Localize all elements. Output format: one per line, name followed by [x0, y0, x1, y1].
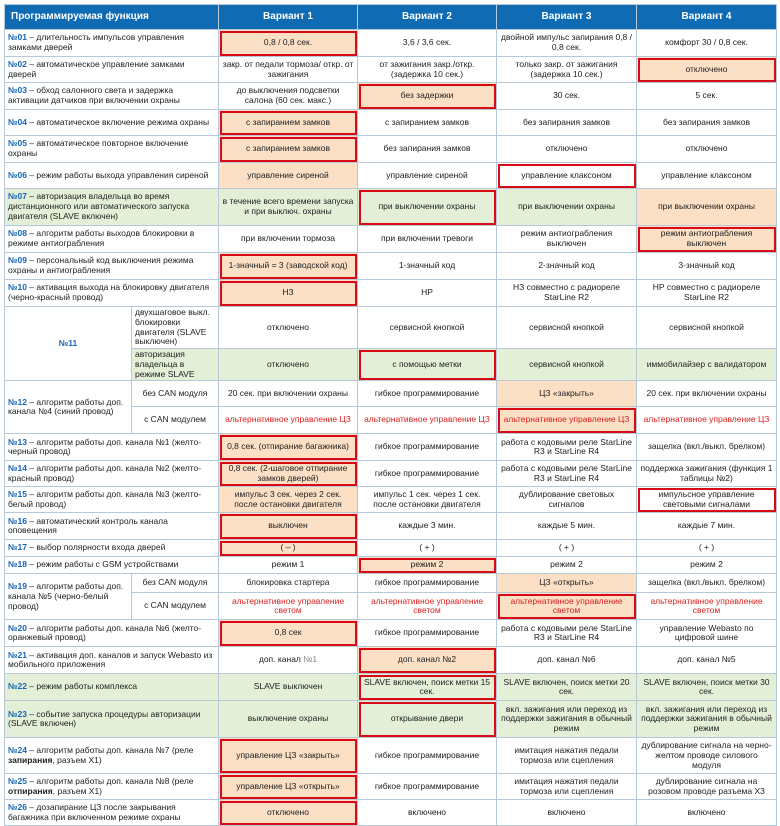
value-cell: без запирания замков: [497, 110, 637, 136]
value-cell: 3,6 / 3,6 сек.: [358, 30, 497, 57]
value-cell: управление клаксоном: [637, 163, 777, 189]
function-cell: [5, 701, 219, 738]
channel-number: №1: [303, 654, 318, 665]
function-cell: [5, 574, 132, 620]
value-cell: включено: [358, 800, 497, 826]
value-cell: SLAVE включен, поиск метки 30 сек.: [637, 674, 777, 701]
function-number: №13: [8, 436, 27, 447]
value-cell: гибкое программирование: [358, 574, 497, 593]
table-row: [5, 574, 777, 593]
value-cell: альтернативное управление светом: [358, 593, 497, 620]
value-cell: блокировка стартера: [219, 574, 358, 593]
value-cell: ( – ): [219, 540, 358, 557]
value-cell: отключено: [637, 136, 777, 163]
value-cell: ( + ): [497, 540, 637, 557]
value-cell: каждые 5 мин.: [497, 513, 637, 540]
function-desc: – алгоритм работы доп. канала №5 (черно-белый провод): [8, 581, 124, 611]
function-cell: [5, 487, 219, 513]
function-number: №16: [8, 515, 27, 526]
value-cell: при выключении охраны: [358, 189, 497, 226]
value-cell: 1-значный = 3 (заводской код): [219, 253, 358, 280]
function-desc: – алгоритм работы доп. канала №8 (реле: [26, 776, 194, 787]
value-cell: гибкое программирование: [358, 434, 497, 461]
table-row: [5, 674, 777, 701]
table-row: [5, 30, 777, 57]
value-text: доп. канал: [258, 654, 301, 665]
value-cell: сервисной кнопкой: [497, 349, 637, 381]
value-cell: с запиранием замков: [358, 110, 497, 136]
value-cell: управление клаксоном: [497, 163, 637, 189]
function-cell: [5, 163, 219, 189]
value-cell: открывание двери: [358, 701, 497, 738]
value-cell: импульс 1 сек. через 1 сек. после остановки двигателя: [358, 487, 497, 513]
value-cell: режим 2: [358, 557, 497, 574]
function-cell: [5, 513, 219, 540]
function-desc-tail: , разъем X1): [52, 785, 103, 796]
table-row: [5, 253, 777, 280]
table-row: [5, 381, 777, 407]
function-desc: – событие запуска процедуры авторизации (SLAVE включен): [8, 708, 201, 729]
function-cell: [5, 136, 219, 163]
programmable-functions-table: [4, 4, 777, 826]
function-number: №02: [8, 58, 27, 69]
value-cell: гибкое программирование: [358, 461, 497, 487]
table-row: [5, 280, 777, 307]
value-cell: вкл. зажигания или переход из поддержки зажигания в обычный режим: [497, 701, 637, 738]
value-cell: режим антиограбления выключен: [637, 226, 777, 253]
value-cell: включено: [497, 800, 637, 826]
value-cell: закр. от педали тормоза/ откр. от зажигания: [219, 57, 358, 83]
value-cell: в течение всего времени запуска и при выключ. охраны: [219, 189, 358, 226]
value-cell: каждые 3 мин.: [358, 513, 497, 540]
function-number: №17: [8, 542, 27, 553]
table-row: [5, 57, 777, 83]
function-desc: – автоматический контроль канала оповещения: [8, 515, 168, 536]
function-desc: – обход салонного света и задержка активации датчиков при включении охраны: [8, 85, 180, 105]
value-cell: с помощью метки: [358, 349, 497, 381]
function-desc: – персональный код выключения режима охраны и антиограбления: [8, 255, 194, 275]
table-row: [5, 307, 777, 349]
function-number: №26: [8, 802, 27, 813]
function-desc: – длительность импульсов управления замками дверей: [8, 32, 184, 52]
table-row: [5, 163, 777, 189]
value-cell: отключено: [219, 307, 358, 349]
value-cell: дублирование световых сигналов: [497, 487, 637, 513]
value-cell: управление ЦЗ «закрыть»: [219, 738, 358, 774]
value-cell: сервисной кнопкой: [637, 307, 777, 349]
value-cell: от зажигания закр./откр. (задержка 10 сек.): [358, 57, 497, 83]
value-cell: режим 1: [219, 557, 358, 574]
function-number: №01: [8, 32, 27, 43]
function-number: №07: [8, 191, 27, 202]
function-desc: – режим работы комплекса: [26, 681, 138, 692]
value-cell: 0,8 сек: [219, 620, 358, 647]
value-cell: 0,8 / 0,8 сек.: [219, 30, 358, 57]
value-cell: доп. канал №6: [497, 647, 637, 674]
value-cell: работа с кодовыми реле StarLine R3 и StarLine R4: [497, 461, 637, 487]
value-cell: без запирания замков: [637, 110, 777, 136]
table-row: [5, 800, 777, 826]
value-cell: ЦЗ «открыть»: [497, 574, 637, 593]
value-cell: НЗ совместно с радиореле StarLine R2: [497, 280, 637, 307]
function-cell: [5, 110, 219, 136]
function-number: №25: [8, 776, 27, 787]
function-desc: – алгоритм работы доп. канала №2 (желто-красный провод): [8, 463, 202, 483]
function-desc: – алгоритм работы доп. канала №3 (желто-белый провод): [8, 489, 202, 509]
header-variant-4: Вариант 4: [637, 5, 777, 30]
function-number: №18: [8, 559, 27, 570]
value-cell: отключено: [637, 57, 777, 83]
function-desc: – алгоритм работы доп. канала №7 (реле: [26, 745, 194, 756]
function-cell: [5, 226, 219, 253]
function-cell: [5, 30, 219, 57]
value-cell: 30 сек.: [497, 83, 637, 110]
value-cell: SLAVE включен, поиск метки 20 сек.: [497, 674, 637, 701]
value-cell: управление ЦЗ «открыть»: [219, 774, 358, 800]
value-cell: НР: [358, 280, 497, 307]
function-number: №10: [8, 282, 27, 293]
value-cell: без запирания замков: [358, 136, 497, 163]
table-row: [5, 189, 777, 226]
value-cell: 1-значный код: [358, 253, 497, 280]
function-cell: [5, 253, 219, 280]
function-desc: – активация выхода на блокировку двигателя (черно-красный провод): [8, 282, 210, 302]
function-cell: [5, 57, 219, 83]
function-cell: [5, 674, 219, 701]
value-cell: сервисной кнопкой: [358, 307, 497, 349]
function-number: №05: [8, 138, 27, 149]
function-number: №12: [8, 396, 27, 407]
value-cell: защелка (вкл./выкл. брелком): [637, 574, 777, 593]
value-cell: ( + ): [637, 540, 777, 557]
value-cell: 5 сек.: [637, 83, 777, 110]
value-cell: до выключения подсветки салона (60 сек. макс.): [219, 83, 358, 110]
value-cell: при выключении охраны: [637, 189, 777, 226]
function-number: №15: [8, 489, 27, 500]
value-cell: управление сиреной: [358, 163, 497, 189]
header-row: [5, 5, 777, 30]
value-cell: имитация нажатия педали тормоза или сцепления: [497, 774, 637, 800]
table-row: [5, 487, 777, 513]
value-cell: при выключении охраны: [497, 189, 637, 226]
function-desc: – алгоритм работы выходов блокировки в режиме антиограбления: [8, 228, 195, 248]
function-cell: [5, 83, 219, 110]
value-cell: альтернативное управление ЦЗ: [358, 407, 497, 434]
value-cell: отключено: [219, 800, 358, 826]
table-row: [5, 557, 777, 574]
function-number: №03: [8, 85, 27, 96]
function-desc: – авторизация владельца во время дистанционного или автоматического запуска двигателя (SLAVE включен): [8, 191, 190, 221]
value-cell: импульс 3 сек. через 2 сек. после остановки двигателя: [219, 487, 358, 513]
value-cell: режим 2: [637, 557, 777, 574]
function-number: №09: [8, 255, 27, 266]
value-cell: 0,8 сек. (2-шаговое отпирание замков дверей): [219, 461, 358, 487]
value-cell: работа с кодовыми реле StarLine R3 и StarLine R4: [497, 620, 637, 647]
function-number: №24: [8, 745, 27, 756]
header-variant-1: Вариант 1: [219, 5, 358, 30]
value-cell: альтернативное управление ЦЗ: [219, 407, 358, 434]
value-cell: каждые 7 мин.: [637, 513, 777, 540]
function-desc: – активация доп. каналов и запуск Webasto из мобильного приложения: [8, 649, 213, 670]
value-cell: SLAVE выключен: [219, 674, 358, 701]
value-cell: альтернативное управление светом: [637, 593, 777, 620]
function-cell: [5, 800, 219, 826]
table-row: [5, 701, 777, 738]
value-cell: дублирование сигнала на розовом проводе разъема X3: [637, 774, 777, 800]
function-desc: – автоматическое включение режима охраны: [26, 116, 210, 127]
function-cell: [5, 774, 219, 800]
value-cell: доп. канал №2: [358, 647, 497, 674]
subtype-label: с CAN модулем: [132, 407, 219, 434]
function-cell: [5, 461, 219, 487]
value-cell: работа с кодовыми реле StarLine R3 и StarLine R4: [497, 434, 637, 461]
value-cell: включено: [637, 800, 777, 826]
value-cell: ЦЗ «закрыть»: [497, 381, 637, 407]
value-cell: сервисной кнопкой: [497, 307, 637, 349]
value-cell: управление Webasto по цифровой шине: [637, 620, 777, 647]
value-cell: поддержка зажигания (функция 1 таблицы №2): [637, 461, 777, 487]
value-cell: альтернативное управление ЦЗ: [497, 407, 637, 434]
function-cell: [5, 620, 219, 647]
header-variant-2: Вариант 2: [358, 5, 497, 30]
value-cell: с запиранием замков: [219, 110, 358, 136]
function-number: №23: [8, 708, 27, 719]
value-cell: выключение охраны: [219, 701, 358, 738]
table-row: [5, 434, 777, 461]
value-cell: режим антиограбления выключен: [497, 226, 637, 253]
value-cell: альтернативное управление светом: [497, 593, 637, 620]
function-cell: [5, 647, 219, 674]
value-cell: выключен: [219, 513, 358, 540]
relay-name: запирания: [8, 754, 53, 765]
table-row: [5, 540, 777, 557]
function-cell: [5, 557, 219, 574]
value-cell: без задержки: [358, 83, 497, 110]
value-cell: при включении тормоза: [219, 226, 358, 253]
function-desc: – алгоритм работы доп. канала №1 (желто-черный провод): [8, 436, 202, 457]
value-cell: гибкое программирование: [358, 738, 497, 774]
function-number: №08: [8, 228, 27, 239]
value-cell: 0,8 сек. (отпирание багажника): [219, 434, 358, 461]
value-cell: 3-значный код: [637, 253, 777, 280]
function-desc: – выбор полярности входа дверей: [26, 542, 166, 553]
function-cell: [5, 540, 219, 557]
table-row: [5, 738, 777, 774]
table-row: [5, 513, 777, 540]
value-cell: НЗ: [219, 280, 358, 307]
function-number: №06: [8, 169, 27, 180]
value-cell: защелка (вкл./выкл. брелком): [637, 434, 777, 461]
value-cell: имитация нажатия педали тормоза или сцепления: [497, 738, 637, 774]
value-cell: с запиранием замков: [219, 136, 358, 163]
value-cell: комфорт 30 / 0,8 сек.: [637, 30, 777, 57]
value-cell: альтернативное управление светом: [219, 593, 358, 620]
value-cell: SLAVE включен, поиск метки 15 сек.: [358, 674, 497, 701]
table-row: [5, 774, 777, 800]
value-cell: 20 сек. при включении охраны: [219, 381, 358, 407]
header-variant-3: Вариант 3: [497, 5, 637, 30]
value-cell: доп. канал №5: [637, 647, 777, 674]
value-cell: режим 2: [497, 557, 637, 574]
header-function: Программируемая функция: [5, 5, 219, 30]
subtype-label: без CAN модуля: [132, 381, 219, 407]
value-cell: гибкое программирование: [358, 381, 497, 407]
value-cell: отключено: [219, 349, 358, 381]
subtype-label: с CAN модулем: [132, 593, 219, 620]
function-desc: – автоматическое повторное включение охраны: [8, 138, 189, 158]
value-cell: управление сиреной: [219, 163, 358, 189]
function-desc: – режим работы с GSM устройствами: [26, 559, 179, 570]
relay-name: отпирания: [8, 785, 53, 796]
value-cell: только закр. от зажигания (задержка 10 сек.): [497, 57, 637, 83]
value-cell: альтернативное управление ЦЗ: [637, 407, 777, 434]
table-row: [5, 83, 777, 110]
function-number: №22: [8, 681, 27, 692]
function-desc: – режим работы выхода управления сиреной: [26, 169, 209, 180]
value-cell: гибкое программирование: [358, 620, 497, 647]
function-cell: [5, 738, 219, 774]
table-row: [5, 620, 777, 647]
function-number: №20: [8, 622, 27, 633]
function-cell: [5, 381, 132, 434]
table-row: [5, 647, 777, 674]
value-cell: при включении тревоги: [358, 226, 497, 253]
table-row: [5, 110, 777, 136]
value-cell: гибкое программирование: [358, 774, 497, 800]
function-desc: – алгоритм работы доп. канала №4 (синий провод): [8, 396, 124, 417]
function-desc: – дозапирание ЦЗ после закрывания багажника при включенном режиме охраны: [8, 802, 181, 822]
function-desc: авторизация владельца в режиме SLAVE: [132, 349, 219, 381]
function-number: №11: [5, 307, 132, 381]
subtype-label: без CAN модуля: [132, 574, 219, 593]
function-cell: [5, 280, 219, 307]
table-row: [5, 136, 777, 163]
value-cell: дублирование сигнала на черно-желтом проводе силового модуля: [637, 738, 777, 774]
table-row: [5, 226, 777, 253]
value-cell: [219, 647, 358, 674]
value-cell: отключено: [497, 136, 637, 163]
table-row: [5, 461, 777, 487]
function-cell: [5, 189, 219, 226]
function-number: №04: [8, 116, 27, 127]
value-cell: НР совместно с радиореле StarLine R2: [637, 280, 777, 307]
value-cell: двойной импульс запирания 0,8 / 0,8 сек.: [497, 30, 637, 57]
function-desc: – автоматическое управление замками дверей: [8, 58, 185, 79]
function-desc-tail: , разъем X1): [52, 754, 102, 765]
value-cell: вкл. зажигания или переход из поддержки зажигания в обычный режим: [637, 701, 777, 738]
function-desc: двухшаговое выкл. блокировки двигателя (SLAVE выключен): [132, 307, 219, 349]
value-cell: 20 сек. при включении охраны: [637, 381, 777, 407]
function-number: №21: [8, 649, 27, 660]
function-number: №14: [8, 463, 27, 474]
value-cell: 2-значный код: [497, 253, 637, 280]
function-cell: [5, 434, 219, 461]
function-desc: – алгоритм работы доп. канала №6 (желто-оранжевый провод): [8, 622, 202, 643]
value-cell: импульсное управление световыми сигналами: [637, 487, 777, 513]
value-cell: ( + ): [358, 540, 497, 557]
function-number: №19: [8, 581, 27, 592]
value-cell: иммобилайзер с валидатором: [637, 349, 777, 381]
